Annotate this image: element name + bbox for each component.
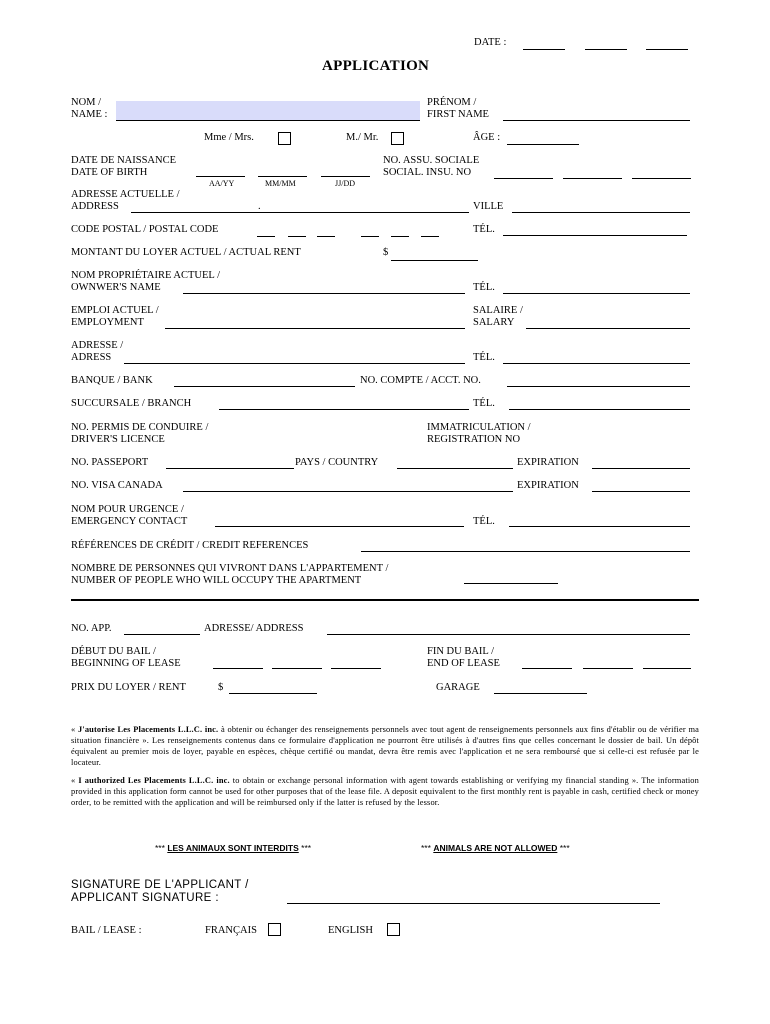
address-label-fr: ADRESSE ACTUELLE /: [71, 189, 180, 200]
dob-label-fr: DATE DE NAISSANCE: [71, 155, 176, 166]
page-title: APPLICATION: [322, 58, 430, 74]
dob-label-en: DATE OF BIRTH: [71, 167, 148, 178]
dob-day-field[interactable]: [321, 176, 370, 177]
date-month-field[interactable]: [585, 49, 627, 50]
ville-label: VILLE: [473, 201, 504, 212]
lease-start-label-fr: DÉBUT DU BAIL /: [71, 646, 156, 657]
date-year-field[interactable]: [646, 49, 688, 50]
employment-label-en: EMPLOYMENT: [71, 317, 144, 328]
owner-label-en: OWNWER'S NAME: [71, 282, 161, 293]
lease-language-label: BAIL / LEASE :: [71, 925, 142, 936]
signature-field[interactable]: [287, 903, 660, 904]
lease-address-field[interactable]: [327, 634, 690, 635]
visa-expiration-field[interactable]: [592, 491, 690, 492]
branch-label: SUCCURSALE / BRANCH: [71, 398, 192, 409]
mm-hint: MM/MM: [265, 179, 296, 188]
sin-label-en: SOCIAL. INSU. NO: [383, 167, 472, 178]
lease-end-label-fr: FIN DU BAIL /: [427, 646, 494, 657]
employer-address-label-en: ADRESS: [71, 352, 112, 363]
authorization-paragraph-fr: « J'autorise Les Placements L.L.C. inc. à obtenir ou échanger des renseignements personnels avec tout agent de renseignements personnels aux fins d'établir ou de vérifier ma situation financière ». Les renseignements contenus dans ce formulaire d'application ne pourront être utilisés à d'autres fins que celles concernant le dossier de bail. Un dépôt équivalent au premier mois de loyer, payable en espèces, chèque certifié ou mandat, devra être remis avec l'application et ne sera remboursé que si celle-ci est refusée par le locateur.: [71, 725, 700, 767]
lease-rent-field[interactable]: [229, 693, 317, 694]
postal-char-1[interactable]: [257, 236, 275, 237]
no-animals-notice-en: *** ANIMALS ARE NOT ALLOWED ***: [421, 843, 570, 853]
dob-year-field[interactable]: [196, 176, 245, 177]
lease-end-day-field[interactable]: [643, 668, 691, 669]
bank-label: BANQUE / BANK: [71, 375, 153, 386]
sin-field-1[interactable]: [494, 178, 553, 179]
section-divider: [71, 599, 699, 601]
visa-expiration-label: EXPIRATION: [517, 480, 579, 491]
prenom-label-en: FIRST NAME: [427, 109, 489, 120]
age-label: ÂGE :: [473, 132, 501, 143]
emergency-contact-field[interactable]: [215, 526, 464, 527]
postal-char-2[interactable]: [288, 236, 306, 237]
lease-end-year-field[interactable]: [522, 668, 572, 669]
lease-start-day-field[interactable]: [331, 668, 381, 669]
employer-tel-label: TÉL.: [473, 352, 495, 363]
occupants-label-en: NUMBER OF PEOPLE WHO WILL OCCUPY THE APARTMENT: [71, 575, 362, 586]
country-label: PAYS / COUNTRY: [295, 457, 379, 468]
registration-label-en: REGISTRATION NO: [427, 434, 521, 445]
date-label: DATE :: [474, 37, 507, 48]
lease-end-month-field[interactable]: [583, 668, 633, 669]
postal-char-4[interactable]: [361, 236, 379, 237]
salary-field[interactable]: [526, 328, 690, 329]
lease-rent-label: PRIX DU LOYER / RENT: [71, 682, 186, 693]
owner-tel-label: TÉL.: [473, 282, 495, 293]
prenom-label-fr: PRÉNOM /: [427, 97, 477, 108]
branch-tel-field[interactable]: [509, 409, 690, 410]
signature-label-en: APPLICANT SIGNATURE :: [71, 892, 219, 904]
apartment-number-label: NO. APP.: [71, 623, 112, 634]
owner-label-fr: NOM PROPRIÉTAIRE ACTUEL /: [71, 270, 220, 281]
employer-tel-field[interactable]: [503, 363, 690, 364]
first-name-field[interactable]: [503, 120, 690, 121]
authorization-paragraph-en: « I authorized Les Placements L.L.C. inc. to obtain or exchange personal information with agent towards establishing or verifying my financial standing ». The information provided in this application form cannot be used for other purposes that of the lease file. A deposit equivalent to the first monthly rent is payable in cash, certified check or money order, to be remitted with the application and will be reimbursed only if the latter is refused by the lessor.: [71, 776, 699, 807]
occupants-label-fr: NOMBRE DE PERSONNES QUI VIVRONT DANS L'APPARTEMENT /: [71, 563, 389, 574]
licence-label-fr: NO. PERMIS DE CONDUIRE /: [71, 422, 209, 433]
address-label-en: ADDRESS: [71, 201, 119, 212]
nom-label-en: NAME :: [71, 109, 108, 120]
visa-label: NO. VISA CANADA: [71, 480, 163, 491]
branch-field[interactable]: [219, 409, 469, 410]
sin-field-2[interactable]: [563, 178, 622, 179]
owner-tel-field[interactable]: [503, 293, 690, 294]
sin-field-3[interactable]: [632, 178, 691, 179]
address-field[interactable]: [131, 212, 469, 213]
mme-checkbox[interactable]: [278, 132, 291, 145]
branch-tel-label: TÉL.: [473, 398, 495, 409]
passport-label: NO. PASSEPORT: [71, 457, 149, 468]
name-field[interactable]: [116, 101, 420, 121]
m-checkbox[interactable]: [391, 132, 404, 145]
salary-label-fr: SALAIRE /: [473, 305, 523, 316]
mme-label: Mme / Mrs.: [204, 132, 254, 143]
postal-char-3[interactable]: [317, 236, 335, 237]
english-checkbox[interactable]: [387, 923, 400, 936]
lease-start-year-field[interactable]: [213, 668, 263, 669]
lease-rent-dollar: $: [218, 682, 224, 693]
lease-end-label-en: END OF LEASE: [427, 658, 500, 669]
english-label: ENGLISH: [328, 925, 373, 936]
passport-field[interactable]: [166, 468, 294, 469]
sin-label-fr: NO. ASSU. SOCIALE: [383, 155, 480, 166]
postal-code-label: CODE POSTAL / POSTAL CODE: [71, 224, 219, 235]
dd-hint: JJ/DD: [335, 179, 356, 188]
dob-month-field[interactable]: [258, 176, 307, 177]
tel-field[interactable]: [503, 235, 687, 236]
garage-label: GARAGE: [436, 682, 480, 693]
credit-references-label: RÉFÉRENCES DE CRÉDIT / CREDIT REFERENCES: [71, 540, 309, 551]
address-dot: .: [258, 201, 261, 212]
city-field[interactable]: [512, 212, 690, 213]
tel-label: TÉL.: [473, 224, 495, 235]
registration-label-fr: IMMATRICULATION /: [427, 422, 531, 433]
lease-start-month-field[interactable]: [272, 668, 322, 669]
date-day-field[interactable]: [523, 49, 565, 50]
yy-hint: AA/YY: [209, 179, 235, 188]
lease-address-label: ADRESSE/ ADDRESS: [204, 623, 304, 634]
apartment-number-field[interactable]: [124, 634, 200, 635]
nom-label-fr: NOM /: [71, 97, 102, 108]
rent-field[interactable]: [391, 260, 478, 261]
visa-field[interactable]: [183, 491, 513, 492]
lease-start-label-en: BEGINNING OF LEASE: [71, 658, 181, 669]
salary-label-en: SALARY: [473, 317, 515, 328]
employment-field[interactable]: [165, 328, 465, 329]
french-label: FRANÇAIS: [205, 925, 257, 936]
credit-references-field[interactable]: [361, 551, 690, 552]
emergency-label-fr: NOM POUR URGENCE /: [71, 504, 184, 515]
passport-expiration-label: EXPIRATION: [517, 457, 579, 468]
employment-label-fr: EMPLOI ACTUEL /: [71, 305, 159, 316]
occupants-field[interactable]: [464, 583, 558, 584]
m-label: M./ Mr.: [346, 132, 379, 143]
owner-name-field[interactable]: [183, 293, 465, 294]
employer-address-field[interactable]: [124, 363, 465, 364]
postal-char-5[interactable]: [391, 236, 409, 237]
emergency-tel-field[interactable]: [509, 526, 690, 527]
country-field[interactable]: [397, 468, 513, 469]
passport-expiration-field[interactable]: [592, 468, 690, 469]
rent-label: MONTANT DU LOYER ACTUEL / ACTUAL RENT: [71, 247, 301, 258]
account-field[interactable]: [507, 386, 690, 387]
postal-char-6[interactable]: [421, 236, 439, 237]
age-field[interactable]: [507, 144, 579, 145]
emergency-tel-label: TÉL.: [473, 516, 495, 527]
french-checkbox[interactable]: [268, 923, 281, 936]
emergency-label-en: EMERGENCY CONTACT: [71, 516, 188, 527]
rent-dollar: $: [383, 247, 389, 258]
account-label: NO. COMPTE / ACCT. NO.: [360, 375, 481, 386]
signature-label-fr: SIGNATURE DE L'APPLICANT /: [71, 879, 249, 891]
garage-field[interactable]: [494, 693, 587, 694]
employer-address-label-fr: ADRESSE /: [71, 340, 124, 351]
bank-field[interactable]: [174, 386, 355, 387]
licence-label-en: DRIVER'S LICENCE: [71, 434, 165, 445]
no-animals-notice-fr: *** LES ANIMAUX SONT INTERDITS ***: [155, 843, 312, 853]
